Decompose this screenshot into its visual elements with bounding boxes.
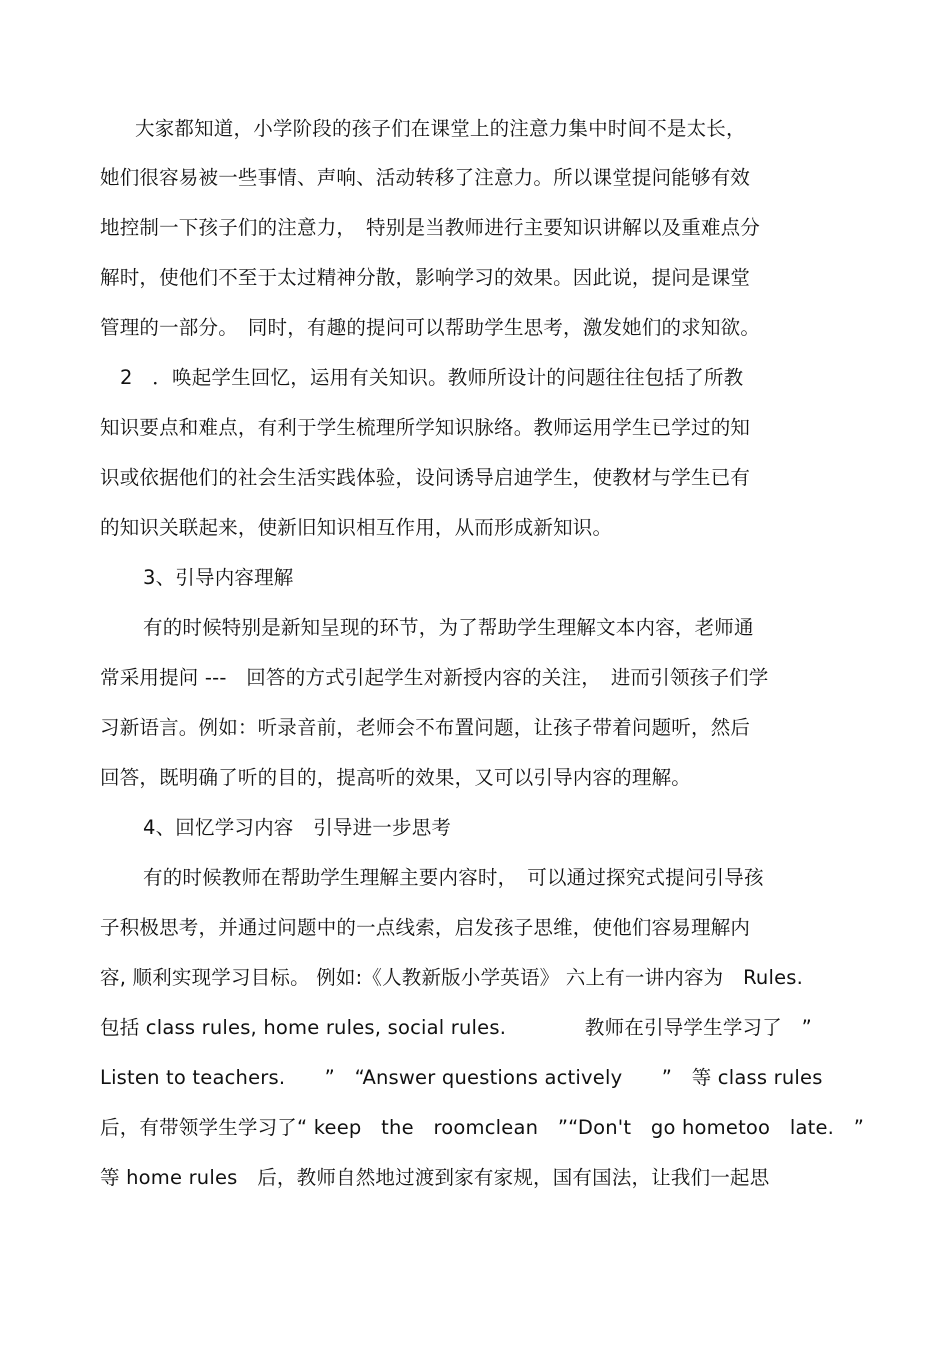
text-line-18: 容, 顺利实现学习目标。 例如:《人教新版小学英语》 六上有一讲内容为 Rules. bbox=[100, 966, 804, 989]
text-line-11: 有的时候特别是新知呈现的环节，为了帮助学生理解文本内容，老师通 bbox=[143, 616, 754, 639]
text-line-13: 习新语言。例如：听录音前，老师会不布置问题，让孩子带着问题听，然后 bbox=[100, 716, 751, 739]
text-line-22: 等 home rules 后，教师自然地过渡到家有家规，国有国法，让我们一起思 bbox=[100, 1166, 770, 1189]
text-line-8: 识或依据他们的社会生活实践体验，设问诱导启迪学生，使教材与学生已有 bbox=[100, 466, 751, 489]
text-line-4: 解时，使他们不至于太过精神分散，影响学习的效果。因此说，提问是课堂 bbox=[100, 266, 751, 289]
text-line-9: 的知识关联起来，使新旧知识相互作用，从而形成新知识。 bbox=[100, 516, 613, 539]
section-heading-4: 4、回忆学习内容 引导进一步思考 bbox=[143, 816, 452, 839]
text-line-3: 地控制一下孩子们的注意力， 特别是当教师进行主要知识讲解以及重难点分 bbox=[100, 216, 761, 239]
text-line-1: 大家都知道，小学阶段的孩子们在课堂上的注意力集中时间不是太长， bbox=[135, 117, 746, 140]
text-line-7: 知识要点和难点，有利于学生梳理所学知识脉络。教师运用学生已学过的知 bbox=[100, 416, 751, 439]
text-line-6: 2 ．唤起学生回忆，运用有关知识。教师所设计的问题往往包括了所教 bbox=[120, 366, 744, 389]
text-line-16: 有的时候教师在帮助学生理解主要内容时， 可以通过探究式提问引导孩 bbox=[143, 866, 764, 889]
text-line-17: 子积极思考，并通过问题中的一点线索，启发孩子思维，使他们容易理解内 bbox=[100, 916, 751, 939]
text-line-20: Listen to teachers. ” “Answer questions actively ” 等 class rules bbox=[100, 1066, 823, 1089]
text-line-5: 管理的一部分。 同时，有趣的提问可以帮助学生思考，激发她们的求知欲。 bbox=[100, 316, 761, 339]
text-line-21: 后，有带领学生学习了“ keep the roomclean ”“Don't go hometoo late. ” bbox=[100, 1116, 865, 1139]
text-line-12: 常采用提问 --- 回答的方式引起学生对新授内容的关注， 进而引领孩子们学 bbox=[100, 666, 769, 689]
text-line-2: 她们很容易被一些事情、声响、活动转移了注意力。所以课堂提问能够有效 bbox=[100, 166, 751, 189]
text-line-14: 回答，既明确了听的目的，提高听的效果，又可以引导内容的理解。 bbox=[100, 766, 692, 789]
section-heading-3: 3、引导内容理解 bbox=[143, 566, 294, 589]
text-line-19: 包括 class rules, home rules, social rules. 教师在引导学生学习了 ” bbox=[100, 1016, 812, 1039]
